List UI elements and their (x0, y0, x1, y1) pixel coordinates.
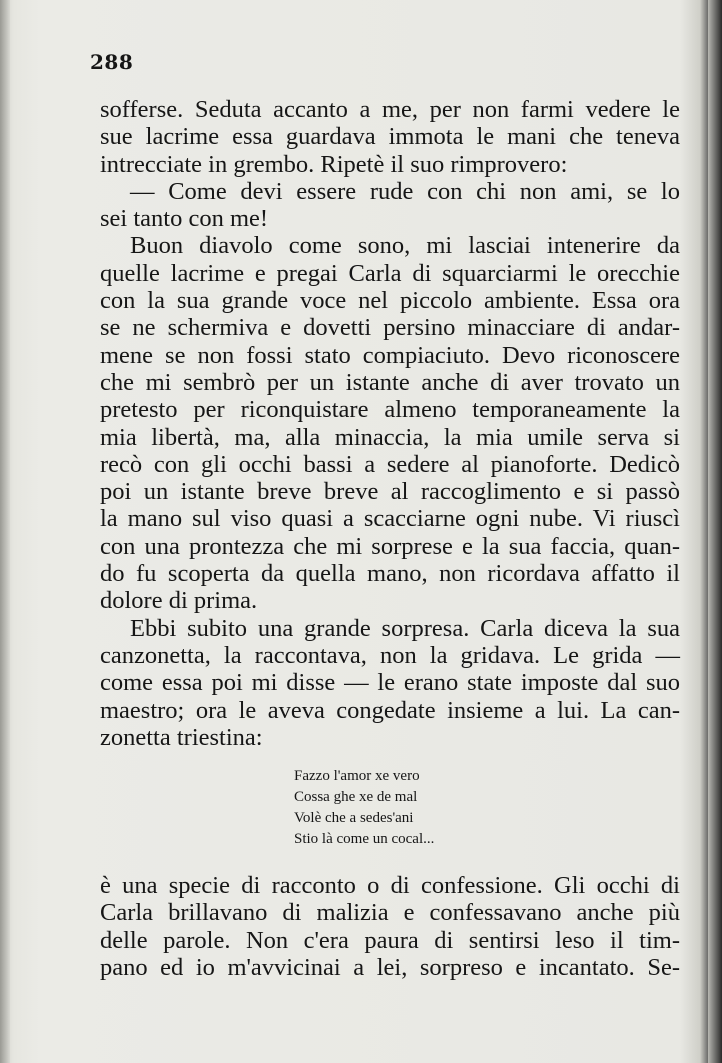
text-line: sei tanto con me! (100, 205, 269, 233)
paragraph-1 (100, 96, 680, 178)
text-line: intrecciate in grembo. Ripetè il suo rimprovero: (100, 150, 568, 178)
text-line: zonetta triestina: (100, 723, 263, 751)
text-line: canzonetta, la raccontava, non la gridava. Le grida — (100, 641, 680, 669)
text-line: do fu scoperta da quella mano, non ricordava affatto il (100, 560, 680, 588)
text-line: Buon diavolo come sono, mi lasciai intenerire da (130, 232, 680, 260)
text-line: mene se non fossi stato compiaciuto. Devo riconoscere (100, 341, 680, 369)
text-line: Carla brillavano di malizia e confessavano anche più (100, 899, 680, 927)
closing-text (100, 872, 680, 981)
page-edge-shadow (708, 0, 722, 1063)
poem-line: Cossa ghe xe de mal (294, 789, 418, 805)
text-line: come essa poi mi disse — le erano state imposte dal suo (100, 669, 680, 697)
text-line: sofferse. Seduta accanto a me, per non farmi vedere le (100, 96, 680, 123)
poem-quote (294, 766, 554, 850)
poem-line: Volè che a sedes'ani (294, 810, 414, 826)
text-line: Ebbi subito una grande sorpresa. Carla diceva la sua (130, 614, 680, 642)
text-line: recò con gli occhi bassi a sedere al pianoforte. Dedicò (100, 450, 680, 478)
page-number: 288 (90, 50, 134, 74)
text-line: con una prontezza che mi sorprese e la sua faccia, quan- (100, 532, 680, 560)
text-line: poi un istante breve breve al raccoglimento e si passò (100, 478, 680, 506)
page-gutter (0, 0, 10, 1063)
text-line: — Come devi essere rude con chi non ami, se lo (130, 177, 680, 205)
text-line: che mi sembrò per un istante anche di aver trovato un (100, 368, 680, 396)
text-line: la mano sul viso quasi a scacciarne ogni nube. Vi riuscì (100, 505, 680, 533)
poem-line: Stio là come un cocal... (294, 831, 435, 847)
text-line: pretesto per riconquistare almeno temporaneamente la (100, 396, 680, 424)
text-line: è una specie di racconto o di confessione. Gli occhi di (100, 872, 680, 899)
paragraph-5 (100, 872, 680, 981)
text-line: mia libertà, ma, alla minaccia, la mia umile serva si (100, 423, 680, 451)
paragraph-3 (100, 232, 680, 614)
main-text (100, 96, 680, 751)
text-line: sue lacrime essa guardava immota le mani che teneva (100, 123, 680, 151)
text-line: quelle lacrime e pregai Carla di squarciarmi le orecchie (100, 259, 680, 287)
text-line: maestro; ora le aveva congedate insieme a lui. La can- (100, 696, 680, 724)
paragraph-2 (100, 178, 680, 233)
text-line: delle parole. Non c'era paura di sentirsi leso il tim- (100, 926, 680, 954)
text-line: se ne schermiva e dovetti persino minacciare di andar- (100, 314, 680, 342)
poem-line: Fazzo l'amor xe vero (294, 768, 420, 784)
text-line: pano ed io m'avvicinai a lei, sorpreso e incantato. Se- (100, 953, 680, 981)
paragraph-4 (100, 615, 680, 751)
text-line: dolore di prima. (100, 587, 258, 615)
text-line: con la sua grande voce nel piccolo ambiente. Essa ora (100, 287, 680, 315)
